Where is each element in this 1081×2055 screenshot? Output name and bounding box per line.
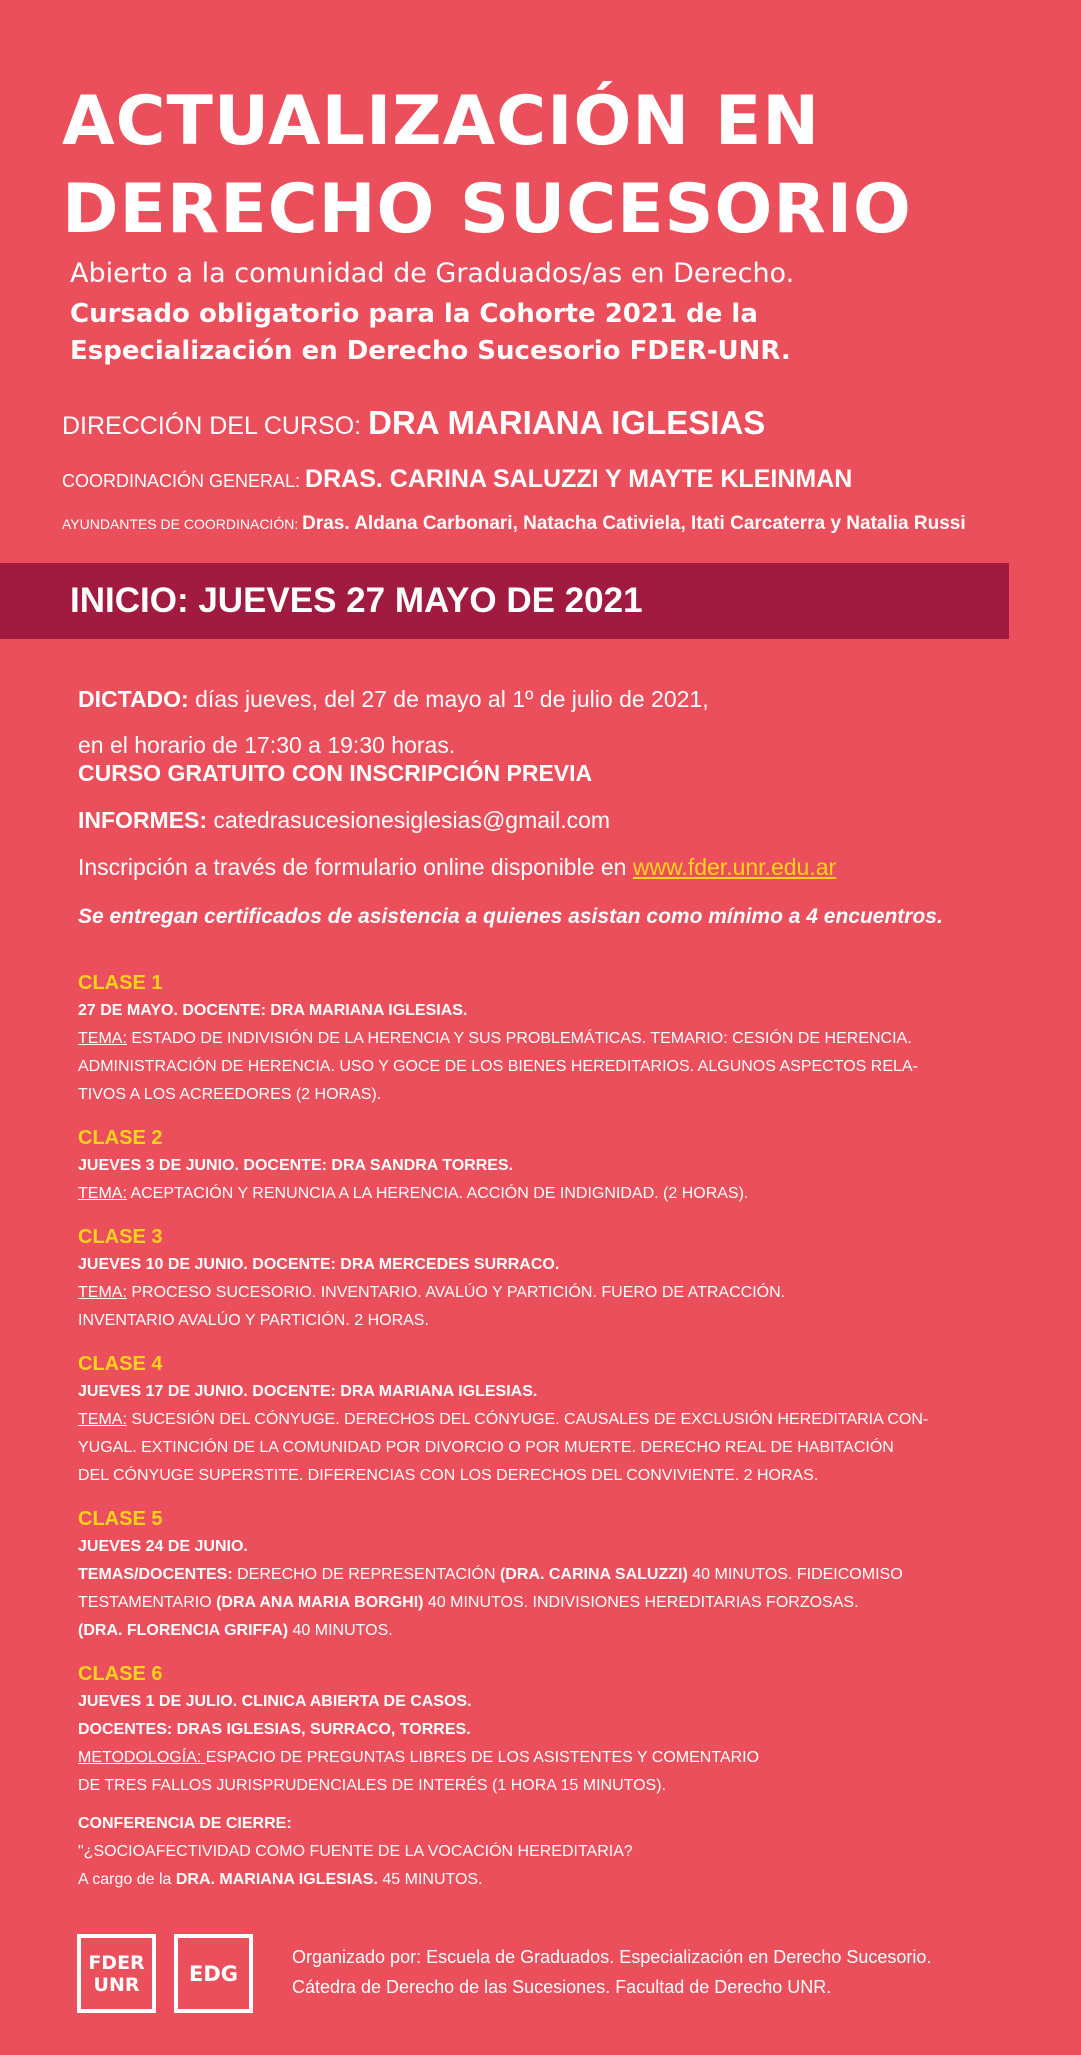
- cohort-note-line-2: Especialización en Derecho Sucesorio FDER-UNR.: [70, 336, 791, 366]
- contact-info: [78, 805, 610, 835]
- class-5-header: JUEVES 24 DE JUNIO.: [78, 1538, 248, 1555]
- registration-link[interactable]: www.fder.unr.edu.ar: [632, 854, 837, 880]
- certificates-note: Se entregan certificados de asistencia a quienes asistan como mínimo a 4 encuentros.: [78, 905, 943, 928]
- schedule-label: DICTADO:: [78, 686, 189, 712]
- director-name: DRA MARIANA IGLESIAS: [368, 404, 766, 441]
- class-2-line-1: [78, 1180, 748, 1208]
- class-5-title: CLASE 5: [78, 1508, 163, 1530]
- class-5-topic-2: TESTAMENTARIO: [78, 1594, 217, 1611]
- class-3-tema-label: TEMA:: [78, 1284, 127, 1301]
- class-4-tema-label: TEMA:: [78, 1411, 127, 1428]
- class-1-tema-label: TEMA:: [78, 1030, 127, 1047]
- audience-subtitle: Abierto a la comunidad de Graduados/as en Derecho.: [70, 258, 795, 289]
- class-1-line-1: [78, 1025, 918, 1053]
- class-5-duration-3: 40 MINUTOS.: [288, 1622, 393, 1639]
- coordination-names: DRAS. CARINA SALUZZI Y MAYTE KLEINMAN: [305, 465, 853, 493]
- start-date-banner: [0, 563, 1009, 639]
- schedule-line-1: [78, 676, 709, 722]
- class-4-line-1: [78, 1406, 928, 1434]
- class-3-line-1: [78, 1279, 785, 1307]
- closing-speaker-name: DRA. MARIANA IGLESIAS.: [175, 1871, 378, 1888]
- class-5-temas-label: TEMAS/DOCENTES:: [78, 1566, 233, 1583]
- closing-conference-topic: "¿SOCIOAFECTIVIDAD COMO FUENTE DE LA VOCACIÓN HEREDITARIA?: [78, 1843, 633, 1860]
- closing-duration: 45 MINUTOS.: [377, 1871, 483, 1888]
- closing-conference-speaker: [78, 1866, 633, 1894]
- class-4-title: CLASE 4: [78, 1353, 163, 1375]
- class-5: [78, 1505, 903, 1645]
- fder-logo-line-1: FDER: [88, 1951, 145, 1974]
- edg-logo-text: EDG: [188, 1961, 238, 1986]
- class-5-duration-1: 40 MINUTOS. FIDEICOMISO: [687, 1566, 903, 1583]
- cohort-note-line-1: Cursado obligatorio para la Cohorte 2021 de la: [70, 299, 758, 329]
- class-5-teacher-3: (DRA. FLORENCIA GRIFFA): [78, 1622, 289, 1639]
- class-6-metodologia-label: METODOLOGÍA:: [78, 1749, 206, 1766]
- class-1-line-2: ADMINISTRACIÓN DE HERENCIA. USO Y GOCE DE LOS BIENES HEREDITARIOS. ALGUNOS ASPECTOS RELA-: [78, 1058, 918, 1075]
- fder-unr-logo: [77, 1934, 156, 2013]
- contact-label: INFORMES:: [78, 807, 208, 833]
- class-3: [78, 1223, 785, 1335]
- organizer-line-1: Organizado por: Escuela de Graduados. Especialización en Derecho Sucesorio.: [292, 1947, 932, 1967]
- class-3-tema-text: PROCESO SUCESORIO. INVENTARIO. AVALÚO Y PARTICIÓN. FUERO DE ATRACCIÓN.: [126, 1284, 786, 1301]
- general-coordination: [62, 465, 852, 494]
- class-1-line-3: TIVOS A LOS ACREEDORES (2 HORAS).: [78, 1086, 382, 1103]
- assistants-label: AYUNDANTES DE COORDINACIÓN:: [62, 516, 303, 532]
- cohort-note: [70, 296, 791, 370]
- class-3-line-2: INVENTARIO AVALÚO Y PARTICIÓN. 2 HORAS.: [78, 1312, 429, 1329]
- course-director: [62, 404, 765, 442]
- class-4-tema-text: SUCESIÓN DEL CÓNYUGE. DERECHOS DEL CÓNYUGE. CAUSALES DE EXCLUSIÓN HEREDITARIA CON-: [126, 1411, 929, 1428]
- class-1: [78, 969, 918, 1109]
- class-5-line-3: [78, 1617, 903, 1645]
- class-6: [78, 1660, 759, 1800]
- schedule-dates: días jueves, del 27 de mayo al 1º de julio de 2021,: [188, 686, 709, 712]
- class-2: [78, 1124, 748, 1208]
- class-1-tema-text: ESTADO DE INDIVISIÓN DE LA HERENCIA Y SUS PROBLEMÁTICAS. TEMARIO: CESIÓN DE HERENCIA.: [126, 1030, 912, 1047]
- class-5-topic-1: DERECHO DE REPRESENTACIÓN: [232, 1566, 500, 1583]
- free-course-notice: CURSO GRATUITO CON INSCRIPCIÓN PREVIA: [78, 760, 593, 786]
- page-title: [62, 78, 912, 254]
- class-4-header: JUEVES 17 DE JUNIO. DOCENTE: DRA MARIANA IGLESIAS.: [78, 1383, 538, 1400]
- class-6-header-2: DOCENTES: DRAS IGLESIAS, SURRACO, TORRES.: [78, 1721, 471, 1738]
- class-1-header: 27 DE MAYO. DOCENTE: DRA MARIANA IGLESIAS.: [78, 1002, 468, 1019]
- coordination-label: COORDINACIÓN GENERAL:: [62, 471, 306, 491]
- organizer-info: [292, 1942, 931, 2002]
- closing-conference: [78, 1810, 633, 1894]
- closing-conference-title: CONFERENCIA DE CIERRE:: [78, 1815, 292, 1832]
- contact-email[interactable]: catedrasucesionesiglesias@gmail.com: [207, 807, 611, 833]
- class-5-line-1: [78, 1561, 903, 1589]
- registration-info: [78, 852, 836, 882]
- class-5-teacher-2: (DRA ANA MARIA BORGHI): [216, 1594, 424, 1611]
- class-2-header: JUEVES 3 DE JUNIO. DOCENTE: DRA SANDRA TORRES.: [78, 1157, 514, 1174]
- class-1-title: CLASE 1: [78, 972, 163, 994]
- class-3-title: CLASE 3: [78, 1226, 163, 1248]
- class-4-line-3: DEL CÓNYUGE SUPERSTITE. DIFERENCIAS CON LOS DERECHOS DEL CONVIVIENTE. 2 HORAS.: [78, 1467, 819, 1484]
- organizer-line-2: Cátedra de Derecho de las Sucesiones. Facultad de Derecho UNR.: [292, 1977, 832, 1997]
- class-2-tema-label: TEMA:: [78, 1185, 127, 1202]
- class-5-line-2: [78, 1589, 903, 1617]
- schedule-info: [78, 676, 709, 768]
- class-2-tema-text: ACEPTACIÓN Y RENUNCIA A LA HERENCIA. ACCIÓN DE INDIGNIDAD. (2 HORAS).: [126, 1185, 749, 1202]
- registration-text: Inscripción a través de formulario online disponible en: [78, 854, 633, 880]
- class-4: [78, 1350, 928, 1490]
- class-6-title: CLASE 6: [78, 1663, 163, 1685]
- title-line-1: ACTUALIZACIÓN EN: [62, 82, 821, 161]
- class-6-line-1: [78, 1744, 759, 1772]
- assistants-names: Dras. Aldana Carbonari, Natacha Cativiela, Itati Carcaterra y Natalia Russi: [302, 513, 966, 534]
- class-5-duration-2: 40 MINUTOS. INDIVISIONES HEREDITARIAS FORZOSAS.: [423, 1594, 859, 1611]
- edg-logo: [174, 1934, 253, 2013]
- class-6-metodologia-text: ESPACIO DE PREGUNTAS LIBRES DE LOS ASISTENTES Y COMENTARIO: [205, 1749, 760, 1766]
- class-2-title: CLASE 2: [78, 1127, 163, 1149]
- title-line-2: DERECHO SUCESORIO: [62, 170, 912, 249]
- closing-speaker-prefix: A cargo de la: [78, 1871, 176, 1888]
- class-4-line-2: YUGAL. EXTINCIÓN DE LA COMUNIDAD POR DIVORCIO O POR MUERTE. DERECHO REAL DE HABITACIÓN: [78, 1439, 894, 1456]
- class-5-teacher-1: (DRA. CARINA SALUZZI): [499, 1566, 688, 1583]
- class-6-header-1: JUEVES 1 DE JULIO. CLINICA ABIERTA DE CASOS.: [78, 1693, 472, 1710]
- class-3-header: JUEVES 10 DE JUNIO. DOCENTE: DRA MERCEDES SURRACO.: [78, 1256, 560, 1273]
- fder-logo-line-2: UNR: [93, 1973, 140, 1996]
- class-6-line-2: DE TRES FALLOS JURISPRUDENCIALES DE INTERÉS (1 HORA 15 MINUTOS).: [78, 1777, 666, 1794]
- director-label: DIRECCIÓN DEL CURSO:: [62, 412, 369, 440]
- schedule-hours: en el horario de 17:30 a 19:30 horas.: [78, 732, 456, 758]
- start-date-text: INICIO: JUEVES 27 MAYO DE 2021: [70, 581, 643, 620]
- coordination-assistants: [62, 513, 966, 535]
